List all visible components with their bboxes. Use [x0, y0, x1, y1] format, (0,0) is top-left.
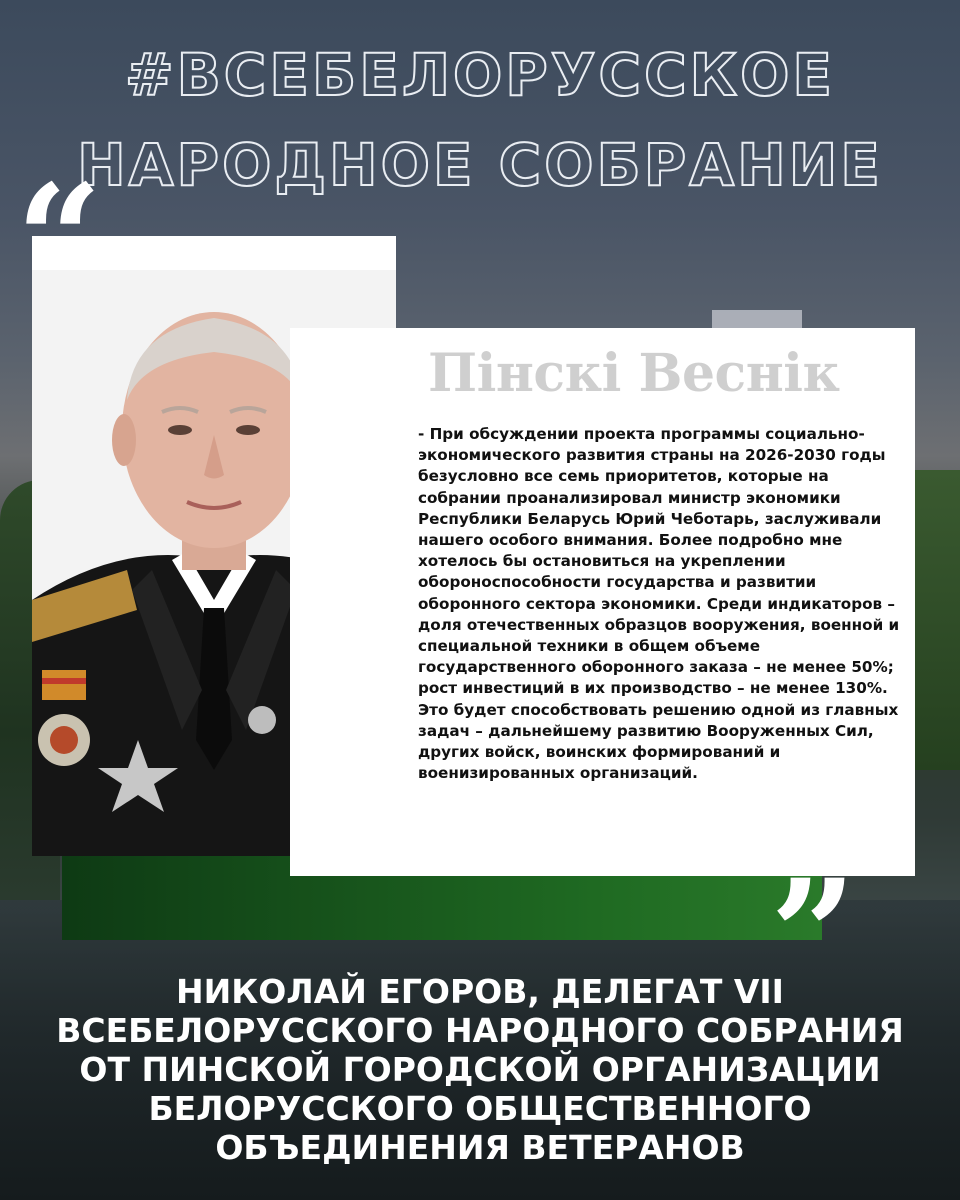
caption-line: ОБЪЕДИНЕНИЯ ВЕТЕРАНОВ [215, 1128, 745, 1167]
headline-line-2: НАРОДНОЕ СОБРАНИЕ [77, 131, 883, 199]
quote-text: - При обсуждении проекта программы социально-экономического развития страны на 2026-2030 годы безусловно все семь приоритетов, которые на собрании проанализировал министр экономики Республики Беларусь Юрий Чеботарь, заслуживали нашего особого внимания. Более подробно мне хотелось бы остановиться на укреплении обороноспособности государства и развитии оборонного сектора экономики. Среди индикаторов –доля отечественных образцов вооружения, военной и специальной техники в общем объеме государственного оборонного заказа – не менее 50%; рост инвестиций в их производство – не менее 130%. Это будет способствовать решению одной из главных задач – дальнейшему развитию Вооруженных Сил, других войск, воинских формирований и военизированных организаций. [418, 425, 900, 783]
close-quote-mark: ” [770, 847, 857, 1023]
background-building [712, 310, 802, 330]
speaker-caption [0, 972, 960, 1167]
headline-line-1: #ВСЕБЕЛОРУССКОЕ [125, 41, 835, 109]
caption-line: НИКОЛАЙ ЕГОРОВ, ДЕЛЕГАТ VII [176, 972, 784, 1011]
caption-line: ВСЕБЕЛОРУССКОГО НАРОДНОГО СОБРАНИЯ [56, 1011, 904, 1050]
caption-line: ОТ ПИНСКОЙ ГОРОДСКОЙ ОРГАНИЗАЦИИ [79, 1050, 881, 1089]
caption-line: БЕЛОРУССКОГО ОБЩЕСТВЕННОГО [148, 1089, 812, 1128]
newspaper-masthead: Пінскі Веснік [428, 343, 840, 404]
open-quote-mark: “ [16, 152, 103, 328]
background-trees-right [910, 470, 960, 770]
